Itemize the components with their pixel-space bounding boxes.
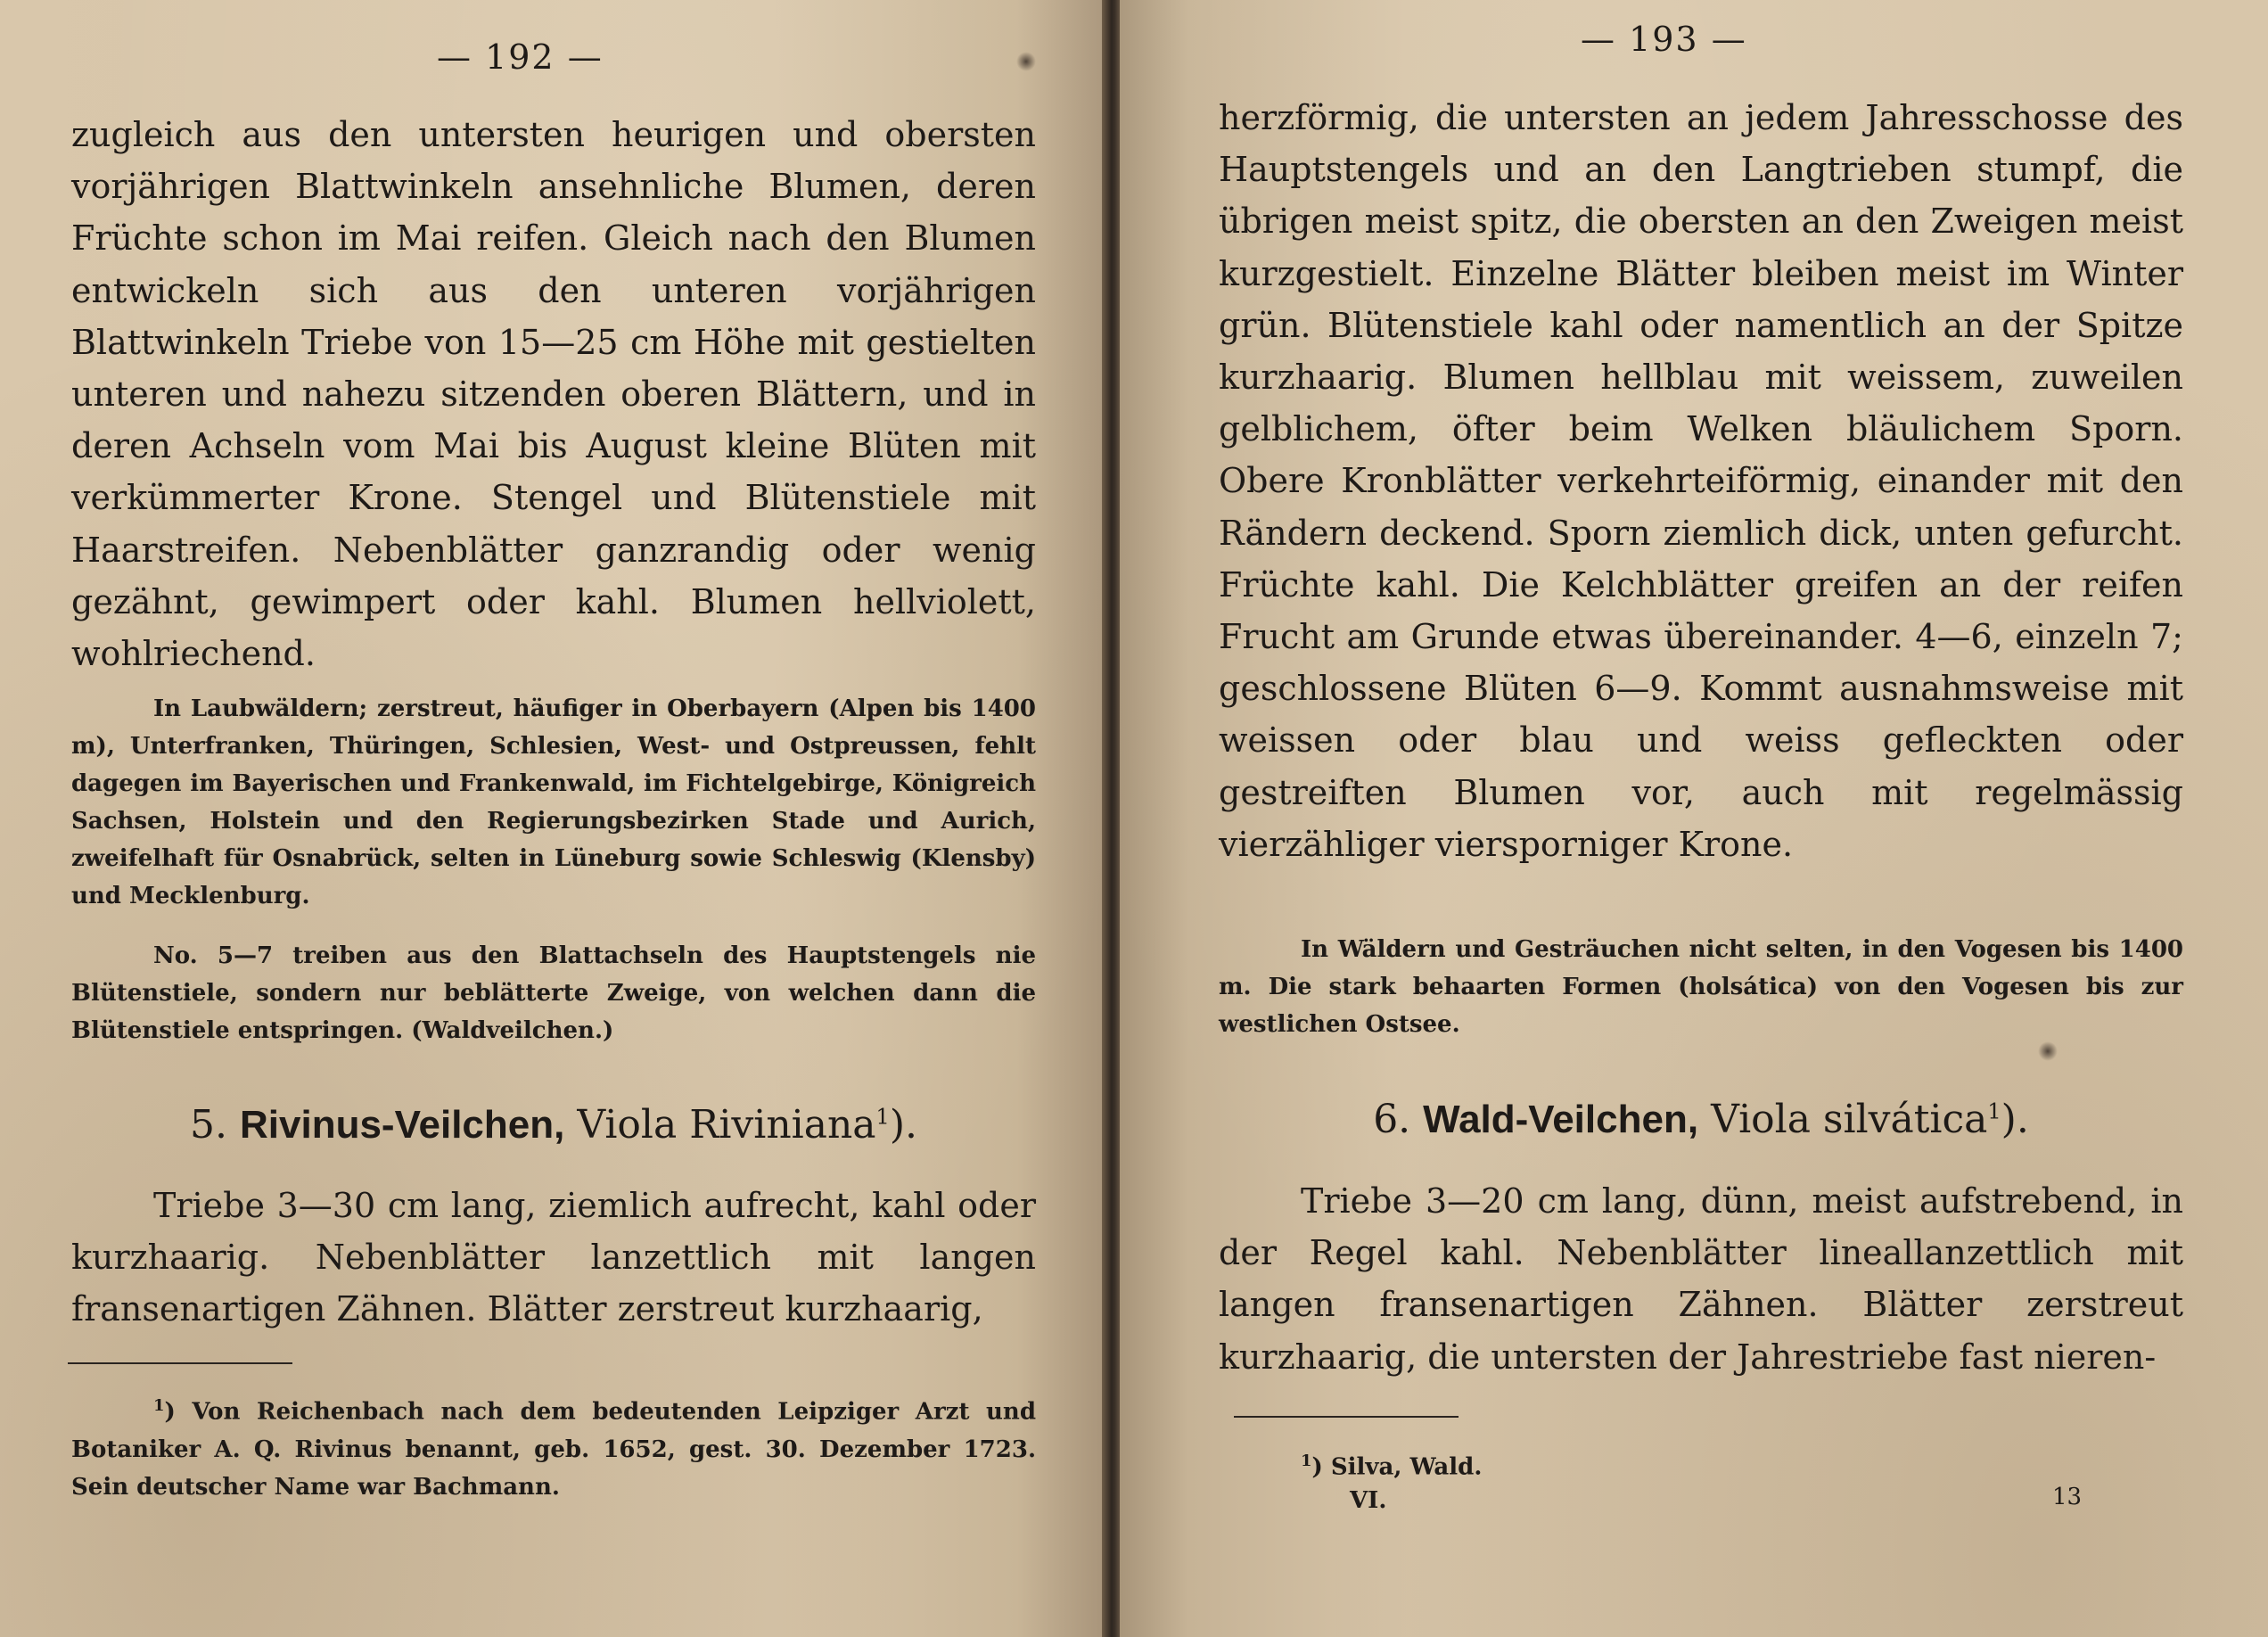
heading-latin-name: Viola Riviniana <box>577 1102 876 1148</box>
left-species-paragraph: Triebe 3—30 cm lang, ziemlich aufrecht, kahl oder kurzhaarig. Nebenblätter lanzettlich mit langen fransenartigen Zähnen. Blätter zerstreut kurzhaarig, <box>71 1186 1036 1329</box>
heading-close: ). <box>889 1102 917 1148</box>
left-group-note-block <box>71 937 1036 1049</box>
right-top-paragraph-block <box>1219 92 2183 870</box>
right-species-heading <box>1219 1097 2183 1142</box>
footnote-rule <box>68 1362 292 1364</box>
right-species-paragraph: Triebe 3—20 cm lang, dünn, meist aufstrebend, in der Regel kahl. Nebenblätter lineallanzettlich mit langen fransenartigen Zähnen. Blätter zerstreut kurzhaarig, die untersten der Jahrestriebe fast nieren- <box>1219 1181 2183 1377</box>
page-number-193: — 193 — <box>1581 20 1747 59</box>
footnote-text: ) Silva, Wald. <box>1311 1453 1483 1481</box>
heading-footnote-ref: 1 <box>875 1104 890 1130</box>
left-species-heading <box>71 1102 1036 1148</box>
right-top-paragraph: herzförmig, die untersten an jedem Jahresschosse des Hauptstengels und an den Langtrieben stumpf, die übrigen meist spitz, die obersten an den Zweigen meist kurzgestielt. Einzelne Blätter bleiben meist im Winter grün. Blütenstiele kahl oder namentlich an der Spitze kurzhaarig. Blumen hellblau mit weissem, zuweilen gelblichem, öfter beim Welken bläulichem Sporn. Obere Kronblätter verkehrteiförmig, einander mit den Rändern deckend. Sporn ziemlich dick, unten gefurcht. Früchte kahl. Die Kelchblätter greifen an der reifen Frucht am Grunde etwas übereinander. 4—6, einzeln 7; geschlossene Blüten 6—9. Kommt ausnahmsweise mit weissen oder blau und weiss gefleckten oder gestreiften Blumen vor, auch mit regelmässig vierzähliger viersporniger Krone. <box>1219 98 2183 864</box>
left-footnote-block <box>71 1387 1036 1506</box>
left-footnote <box>71 1387 1036 1506</box>
left-distribution-note: In Laubwäldern; zerstreut, häufiger in Oberbayern (Alpen bis 1400 m), Unterfranken, Thüringen, Schlesien, West- und Ostpreussen, fehlt dagegen im Bayerischen und Frankenwald, im Fichtelgebirge, Königreich Sachsen, Holstein und den Regierungsbezirken Stade und Aurich, zweifelhaft für Osnabrück, selten in Lüneburg sowie Schleswig (Klensby) und Mecklenburg. <box>71 695 1036 909</box>
heading-footnote-ref: 1 <box>1987 1098 2001 1124</box>
ink-spot <box>2038 1041 2058 1061</box>
left-top-paragraph: zugleich aus den untersten heurigen und obersten vorjährigen Blattwinkeln ansehnliche Blumen, deren Früchte schon im Mai reifen. Gleich nach den Blumen entwickeln sich aus den unteren vorjährigen Blattwinkeln Triebe von 15—25 cm Höhe mit gestielten unteren und nahezu sitzenden oberen Blättern, und in deren Achseln vom Mai bis August kleine Blüten mit verkümmerter Krone. Stengel und Blütenstiele mit Haarstreifen. Nebenblätter ganzrandig oder wenig gezähnt, gewimpert oder kahl. Blumen hellviolett, wohlriechend. <box>71 115 1036 674</box>
heading-common-name: Wald-Veilchen, <box>1423 1098 1699 1141</box>
heading-close: ). <box>2001 1097 2029 1142</box>
left-distribution-block <box>71 690 1036 915</box>
footnote-marker: 1 <box>153 1396 165 1415</box>
left-group-note: No. 5—7 treiben aus den Blattachseln des Hauptstengels nie Blütenstiele, sondern nur beblätterte Zweige, von welchen dann die Blütenstiele entspringen. (Waldveilchen.) <box>71 942 1036 1044</box>
right-footnote <box>1219 1443 2183 1486</box>
left-top-paragraph-block <box>71 109 1036 679</box>
right-species-paragraph-block <box>1219 1175 2183 1383</box>
left-species-paragraph-block <box>71 1180 1036 1336</box>
footnote-marker: 1 <box>1301 1452 1312 1470</box>
heading-number: 6. <box>1373 1097 1411 1142</box>
right-page <box>1120 0 2268 1637</box>
right-distribution-note: In Wäldern und Gesträuchen nicht selten, in den Vogesen bis 1400 m. Die stark behaarten Formen (holsática) von den Vogesen bis zur westlichen Ostsee. <box>1219 936 2183 1038</box>
signature-mark: VI. <box>1350 1487 1387 1514</box>
footnote-text: ) Von Reichenbach nach dem bedeutenden Leipziger Arzt und Botaniker A. Q. Rivinus benannt, geb. 1652, gest. 30. Dezember 1723. Sein deutscher Name war Bachmann. <box>71 1398 1036 1501</box>
footnote-rule <box>1234 1416 1459 1418</box>
page-number-192: — 192 — <box>437 37 604 77</box>
heading-common-name: Rivinus-Veilchen, <box>240 1103 565 1147</box>
signature-number: 13 <box>2052 1484 2083 1510</box>
heading-number: 5. <box>190 1102 227 1148</box>
left-page <box>0 0 1105 1637</box>
right-footnote-block <box>1219 1443 2183 1486</box>
ink-spot <box>1016 52 1036 71</box>
right-distribution-block <box>1219 931 2183 1043</box>
heading-latin-name: Viola silvática <box>1711 1097 1988 1142</box>
